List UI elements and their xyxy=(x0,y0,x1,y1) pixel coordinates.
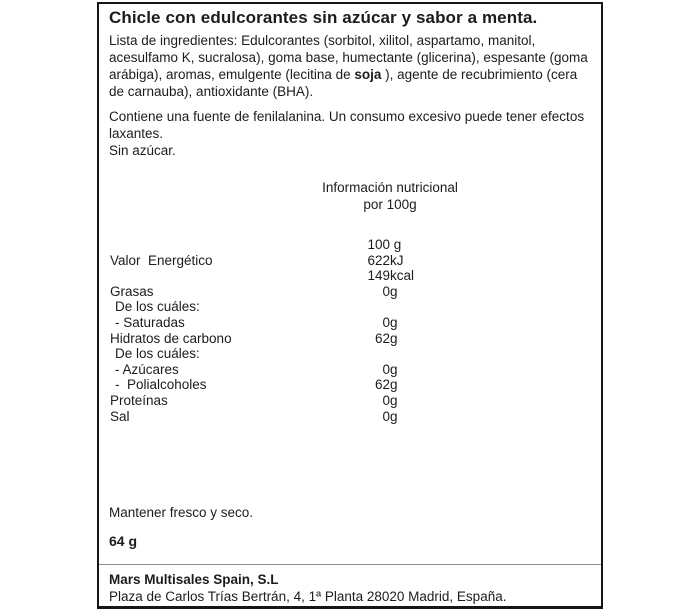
nutrition-heading-line1: Información nutricional xyxy=(322,180,458,195)
nutrition-value-unit: kJ xyxy=(390,252,404,268)
nutrition-table xyxy=(109,237,591,424)
nutrition-row-label: Grasas xyxy=(110,283,154,299)
nutrition-value-unit: g xyxy=(390,361,398,377)
nutrition-value-unit: g xyxy=(390,392,398,408)
allergen-soja: soja xyxy=(354,67,382,82)
ingredients-pre: Lista de ingredientes: Edulcorantes (sorbitol, xilitol, aspartamo, manitol, acesulfamo K, sucralosa), goma base, humectante (glicerina), espesante (goma arábiga), aromas, emulgente (lecitina de xyxy=(109,33,588,82)
storage-note: Mantener fresco y seco. xyxy=(109,505,254,521)
product-title: Chicle con edulcorantes sin azúcar y sabor a menta. xyxy=(109,8,538,27)
nutrition-row-label: De los cuáles: xyxy=(115,299,200,315)
nutrition-value-unit: g xyxy=(390,237,402,252)
nutrition-value-number: 622 xyxy=(367,252,390,268)
nutrition-row-label: De los cuáles: xyxy=(115,346,200,362)
nutrition-value-unit: kcal xyxy=(390,268,415,284)
nutrition-value-unit: g xyxy=(390,283,398,299)
nutrition-value-number: 0 xyxy=(382,361,390,377)
label-content xyxy=(99,4,601,605)
nutrition-value-unit: g xyxy=(390,408,398,424)
nutrition-heading xyxy=(265,179,515,213)
nutrition-row-label: - Azúcares xyxy=(115,361,179,377)
phenylalanine-warning: Contiene una fuente de fenilalanina. Un consumo excesivo puede tener efectos laxantes. xyxy=(109,109,585,141)
nutrition-value-number: 0 xyxy=(382,283,390,299)
nutrition-row-saturates xyxy=(109,315,591,331)
nutrition-row-fat xyxy=(109,284,591,300)
nutrition-row-label: Sal xyxy=(110,408,130,424)
ingredients-text xyxy=(109,32,591,100)
net-weight: 64 g xyxy=(109,533,138,550)
ingredients-post: ), agente de recubrimiento (cera de carnauba), antioxidante (BHA). xyxy=(109,67,578,99)
nutrition-row-salt xyxy=(109,409,591,425)
nutrition-row-column-header xyxy=(109,237,591,253)
nutrition-row-polyols xyxy=(109,377,591,393)
nutrition-value-number: 0 xyxy=(382,408,390,424)
nutrition-row-label: - Polialcoholes xyxy=(115,377,207,393)
manufacturer-name: Mars Multisales Spain, S.L xyxy=(109,572,279,588)
nutrition-value-number: 62 xyxy=(374,330,390,346)
nutrition-value-unit: g xyxy=(390,330,398,346)
nutrition-row-label: - Saturadas xyxy=(115,314,185,330)
section-divider xyxy=(99,564,601,565)
nutrition-heading-line2: por 100g xyxy=(363,197,417,212)
nutrition-value-number: 149 xyxy=(367,268,390,284)
nutrition-row-of-which-carb xyxy=(109,346,591,362)
nutrition-row-energy-kj xyxy=(109,253,591,269)
nutrition-value-number: 62 xyxy=(374,377,390,393)
nutrition-value-number: 0 xyxy=(382,392,390,408)
nutrition-row-protein xyxy=(109,393,591,409)
nutrition-row-label: Valor Energético xyxy=(110,252,213,268)
product-label-box xyxy=(97,2,603,609)
nutrition-row-of-which-fat xyxy=(109,299,591,315)
nutrition-row-energy-kcal xyxy=(109,268,591,284)
sugar-free-note: Sin azúcar. xyxy=(109,143,176,158)
nutrition-row-label: Proteínas xyxy=(110,392,168,408)
nutrition-row-carbohydrate xyxy=(109,331,591,347)
warnings-block xyxy=(109,108,591,159)
manufacturer-address: Plaza de Carlos Trías Bertrán, 4, 1ª Planta 28020 Madrid, España. xyxy=(109,589,507,605)
nutrition-row-sugars xyxy=(109,362,591,378)
nutrition-value-unit: g xyxy=(390,314,398,330)
nutrition-row-label: Hidratos de carbono xyxy=(110,330,232,346)
nutrition-value-unit: g xyxy=(390,377,398,393)
nutrition-value-number: 100 xyxy=(367,237,390,252)
nutrition-value-number: 0 xyxy=(382,314,390,330)
